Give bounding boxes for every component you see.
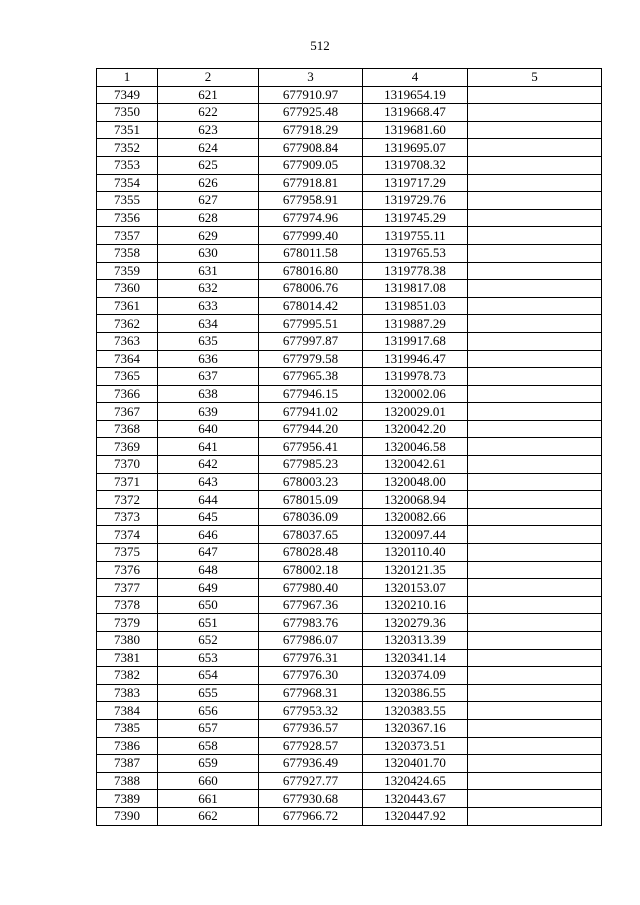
table-cell: 677999.40 xyxy=(259,227,363,245)
table-cell: 1320046.58 xyxy=(363,438,468,456)
table-row xyxy=(97,139,602,157)
table-row xyxy=(97,86,602,104)
table-cell: 644 xyxy=(158,491,259,509)
table-cell: 7353 xyxy=(97,156,158,174)
table-cell: 7375 xyxy=(97,544,158,562)
table-body xyxy=(97,86,602,825)
table-cell: 678014.42 xyxy=(259,297,363,315)
table-cell xyxy=(468,297,602,315)
table-cell: 7354 xyxy=(97,174,158,192)
table-cell: 628 xyxy=(158,209,259,227)
table-cell: 7349 xyxy=(97,86,158,104)
table-cell: 657 xyxy=(158,719,259,737)
table-cell: 1320401.70 xyxy=(363,755,468,773)
table-cell: 1319668.47 xyxy=(363,104,468,122)
table-cell: 1320313.39 xyxy=(363,632,468,650)
table-cell: 649 xyxy=(158,579,259,597)
table-cell: 677967.36 xyxy=(259,596,363,614)
table-cell xyxy=(468,737,602,755)
table-row xyxy=(97,385,602,403)
table-cell: 7373 xyxy=(97,508,158,526)
table-cell xyxy=(468,772,602,790)
table-cell: 1320002.06 xyxy=(363,385,468,403)
table-cell: 677965.38 xyxy=(259,368,363,386)
table-cell: 677910.97 xyxy=(259,86,363,104)
table-cell xyxy=(468,156,602,174)
table-cell: 7352 xyxy=(97,139,158,157)
table-row xyxy=(97,244,602,262)
table-cell xyxy=(468,315,602,333)
table-cell xyxy=(468,244,602,262)
table-cell: 677946.15 xyxy=(259,385,363,403)
table-cell xyxy=(468,438,602,456)
table-cell: 7350 xyxy=(97,104,158,122)
table-cell: 7368 xyxy=(97,420,158,438)
table-cell: 677958.91 xyxy=(259,192,363,210)
table-cell: 1319708.32 xyxy=(363,156,468,174)
table-cell: 622 xyxy=(158,104,259,122)
table-cell xyxy=(468,684,602,702)
table-cell: 626 xyxy=(158,174,259,192)
table-cell: 7376 xyxy=(97,561,158,579)
table-cell: 634 xyxy=(158,315,259,333)
table-cell: 678028.48 xyxy=(259,544,363,562)
table-cell: 623 xyxy=(158,121,259,139)
table-cell xyxy=(468,614,602,632)
table-row xyxy=(97,332,602,350)
table-cell: 658 xyxy=(158,737,259,755)
table-cell: 1320153.07 xyxy=(363,579,468,597)
table-cell: 677966.72 xyxy=(259,807,363,825)
table-cell xyxy=(468,350,602,368)
table-cell: 1319917.68 xyxy=(363,332,468,350)
table-row xyxy=(97,262,602,280)
table-cell: 1320042.61 xyxy=(363,456,468,474)
table-cell: 1319887.29 xyxy=(363,315,468,333)
table-cell: 1320048.00 xyxy=(363,473,468,491)
table-cell: 630 xyxy=(158,244,259,262)
table-cell: 637 xyxy=(158,368,259,386)
table-cell: 7389 xyxy=(97,790,158,808)
table-cell: 7367 xyxy=(97,403,158,421)
table-cell: 678036.09 xyxy=(259,508,363,526)
table-cell: 677953.32 xyxy=(259,702,363,720)
table-cell: 7366 xyxy=(97,385,158,403)
table-row xyxy=(97,121,602,139)
coordinates-table xyxy=(96,68,602,826)
table-cell xyxy=(468,526,602,544)
table-cell: 678003.23 xyxy=(259,473,363,491)
table-cell: 629 xyxy=(158,227,259,245)
table-row xyxy=(97,807,602,825)
table-cell: 1320279.36 xyxy=(363,614,468,632)
table-cell xyxy=(468,632,602,650)
table-cell: 651 xyxy=(158,614,259,632)
table-cell: 7371 xyxy=(97,473,158,491)
table-cell: 7369 xyxy=(97,438,158,456)
table-cell: 7380 xyxy=(97,632,158,650)
table-cell xyxy=(468,561,602,579)
table-cell: 1320097.44 xyxy=(363,526,468,544)
table-row xyxy=(97,790,602,808)
table-cell: 641 xyxy=(158,438,259,456)
table-cell: 7381 xyxy=(97,649,158,667)
table-cell: 648 xyxy=(158,561,259,579)
table-cell: 656 xyxy=(158,702,259,720)
table-cell: 639 xyxy=(158,403,259,421)
table-cell: 1319654.19 xyxy=(363,86,468,104)
table-row xyxy=(97,737,602,755)
table-cell: 7356 xyxy=(97,209,158,227)
table-cell: 632 xyxy=(158,280,259,298)
table-row xyxy=(97,209,602,227)
table-cell: 643 xyxy=(158,473,259,491)
table-cell: 1319978.73 xyxy=(363,368,468,386)
table-cell: 7385 xyxy=(97,719,158,737)
table-cell: 662 xyxy=(158,807,259,825)
table-row xyxy=(97,174,602,192)
table-row xyxy=(97,350,602,368)
table-cell: 677968.31 xyxy=(259,684,363,702)
table-cell: 1320443.67 xyxy=(363,790,468,808)
table-cell xyxy=(468,491,602,509)
table-cell: 645 xyxy=(158,508,259,526)
table-cell: 1320383.55 xyxy=(363,702,468,720)
table-cell: 655 xyxy=(158,684,259,702)
table-cell: 7360 xyxy=(97,280,158,298)
table-cell xyxy=(468,596,602,614)
table-cell xyxy=(468,280,602,298)
column-header: 4 xyxy=(363,69,468,87)
table-cell: 1319851.03 xyxy=(363,297,468,315)
table-cell: 677983.76 xyxy=(259,614,363,632)
table-cell: 677956.41 xyxy=(259,438,363,456)
table-cell: 7365 xyxy=(97,368,158,386)
table-cell xyxy=(468,86,602,104)
table-cell xyxy=(468,227,602,245)
table-cell: 1320386.55 xyxy=(363,684,468,702)
table-cell xyxy=(468,174,602,192)
table-row xyxy=(97,420,602,438)
table-cell: 7372 xyxy=(97,491,158,509)
table-cell: 627 xyxy=(158,192,259,210)
table-cell: 678011.58 xyxy=(259,244,363,262)
table-cell xyxy=(468,456,602,474)
table-cell xyxy=(468,209,602,227)
table-cell: 638 xyxy=(158,385,259,403)
table-cell: 677974.96 xyxy=(259,209,363,227)
table-cell: 7388 xyxy=(97,772,158,790)
table-cell xyxy=(468,192,602,210)
table-row xyxy=(97,596,602,614)
table-cell: 7382 xyxy=(97,667,158,685)
table-cell: 677918.29 xyxy=(259,121,363,139)
table-cell: 677918.81 xyxy=(259,174,363,192)
table-cell: 677928.57 xyxy=(259,737,363,755)
table-cell: 646 xyxy=(158,526,259,544)
table-cell: 650 xyxy=(158,596,259,614)
table-cell: 677944.20 xyxy=(259,420,363,438)
table-cell: 1320367.16 xyxy=(363,719,468,737)
table-cell: 1320373.51 xyxy=(363,737,468,755)
table-cell: 652 xyxy=(158,632,259,650)
table-cell: 677997.87 xyxy=(259,332,363,350)
table-cell: 678002.18 xyxy=(259,561,363,579)
table-cell: 1320042.20 xyxy=(363,420,468,438)
table-cell: 1320210.16 xyxy=(363,596,468,614)
table-cell: 1320110.40 xyxy=(363,544,468,562)
table-cell: 1320029.01 xyxy=(363,403,468,421)
table-row xyxy=(97,297,602,315)
table-cell: 7379 xyxy=(97,614,158,632)
table-cell: 1319817.08 xyxy=(363,280,468,298)
table-cell: 678015.09 xyxy=(259,491,363,509)
table-row xyxy=(97,561,602,579)
table-cell: 7383 xyxy=(97,684,158,702)
table-cell: 635 xyxy=(158,332,259,350)
table-cell xyxy=(468,121,602,139)
table-cell xyxy=(468,262,602,280)
table-row xyxy=(97,702,602,720)
table-cell: 677985.23 xyxy=(259,456,363,474)
table-cell: 1320447.92 xyxy=(363,807,468,825)
table-cell: 7357 xyxy=(97,227,158,245)
table-row xyxy=(97,508,602,526)
table-cell: 1319778.38 xyxy=(363,262,468,280)
table-cell: 636 xyxy=(158,350,259,368)
page-number: 512 xyxy=(310,38,330,53)
table-cell xyxy=(468,473,602,491)
table-cell: 624 xyxy=(158,139,259,157)
table-row xyxy=(97,156,602,174)
table-cell: 653 xyxy=(158,649,259,667)
table-cell: 1320068.94 xyxy=(363,491,468,509)
table-cell: 1320082.66 xyxy=(363,508,468,526)
table-row xyxy=(97,104,602,122)
table-cell: 1320121.35 xyxy=(363,561,468,579)
table-row xyxy=(97,280,602,298)
table-cell: 1319946.47 xyxy=(363,350,468,368)
table-cell: 1319755.11 xyxy=(363,227,468,245)
table-cell: 677980.40 xyxy=(259,579,363,597)
table-cell: 661 xyxy=(158,790,259,808)
table-row xyxy=(97,526,602,544)
table-cell: 677941.02 xyxy=(259,403,363,421)
table-row xyxy=(97,632,602,650)
column-header: 3 xyxy=(259,69,363,87)
table-cell: 659 xyxy=(158,755,259,773)
table-cell: 678006.76 xyxy=(259,280,363,298)
table-row xyxy=(97,315,602,333)
table-cell: 7386 xyxy=(97,737,158,755)
table-row xyxy=(97,614,602,632)
table-row xyxy=(97,719,602,737)
column-header: 2 xyxy=(158,69,259,87)
column-header: 1 xyxy=(97,69,158,87)
table-row xyxy=(97,579,602,597)
table-row xyxy=(97,403,602,421)
table-row xyxy=(97,491,602,509)
table-cell xyxy=(468,332,602,350)
table-cell: 7361 xyxy=(97,297,158,315)
table-cell: 1319745.29 xyxy=(363,209,468,227)
table-cell: 7355 xyxy=(97,192,158,210)
table-cell: 677930.68 xyxy=(259,790,363,808)
table-cell xyxy=(468,104,602,122)
table-row xyxy=(97,772,602,790)
table-cell: 1319765.53 xyxy=(363,244,468,262)
table-cell: 621 xyxy=(158,86,259,104)
table-cell: 1320341.14 xyxy=(363,649,468,667)
table-cell xyxy=(468,702,602,720)
table-cell: 677986.07 xyxy=(259,632,363,650)
table-row xyxy=(97,649,602,667)
table-cell: 1319717.29 xyxy=(363,174,468,192)
table-cell xyxy=(468,579,602,597)
table-row xyxy=(97,227,602,245)
table-cell: 677936.57 xyxy=(259,719,363,737)
table-cell xyxy=(468,719,602,737)
table-cell: 633 xyxy=(158,297,259,315)
table-cell: 7364 xyxy=(97,350,158,368)
table-row xyxy=(97,684,602,702)
table-cell xyxy=(468,508,602,526)
table-cell: 7370 xyxy=(97,456,158,474)
table-cell xyxy=(468,807,602,825)
table-cell: 1320424.65 xyxy=(363,772,468,790)
table-cell: 677976.30 xyxy=(259,667,363,685)
column-header: 5 xyxy=(468,69,602,87)
table-cell: 7384 xyxy=(97,702,158,720)
table-row xyxy=(97,544,602,562)
table-cell xyxy=(468,667,602,685)
table-cell: 1320374.09 xyxy=(363,667,468,685)
table-cell: 678016.80 xyxy=(259,262,363,280)
table-row xyxy=(97,438,602,456)
table-cell: 7359 xyxy=(97,262,158,280)
table-row xyxy=(97,368,602,386)
table-cell: 677909.05 xyxy=(259,156,363,174)
table-cell: 625 xyxy=(158,156,259,174)
table-cell: 7374 xyxy=(97,526,158,544)
table-cell: 7358 xyxy=(97,244,158,262)
table-cell: 1319681.60 xyxy=(363,121,468,139)
table-cell: 660 xyxy=(158,772,259,790)
table-cell: 631 xyxy=(158,262,259,280)
table-row xyxy=(97,667,602,685)
header-row xyxy=(97,69,602,87)
table-cell: 654 xyxy=(158,667,259,685)
table-row xyxy=(97,192,602,210)
table-cell: 7390 xyxy=(97,807,158,825)
table-cell: 1319695.07 xyxy=(363,139,468,157)
table-cell: 677927.77 xyxy=(259,772,363,790)
table-cell: 677995.51 xyxy=(259,315,363,333)
table-cell: 7351 xyxy=(97,121,158,139)
table-row xyxy=(97,456,602,474)
table-cell: 7362 xyxy=(97,315,158,333)
table-cell: 647 xyxy=(158,544,259,562)
table-cell xyxy=(468,403,602,421)
table-cell xyxy=(468,790,602,808)
table-cell: 677908.84 xyxy=(259,139,363,157)
table-cell: 677979.58 xyxy=(259,350,363,368)
table-row xyxy=(97,755,602,773)
table-cell: 7387 xyxy=(97,755,158,773)
table-cell xyxy=(468,368,602,386)
table-cell: 677925.48 xyxy=(259,104,363,122)
table-cell xyxy=(468,755,602,773)
table-cell: 642 xyxy=(158,456,259,474)
table-cell xyxy=(468,649,602,667)
table-cell: 677936.49 xyxy=(259,755,363,773)
table-cell: 677976.31 xyxy=(259,649,363,667)
table-cell: 7363 xyxy=(97,332,158,350)
table-cell xyxy=(468,385,602,403)
table-cell xyxy=(468,544,602,562)
table-cell: 7377 xyxy=(97,579,158,597)
table-cell: 678037.65 xyxy=(259,526,363,544)
table-row xyxy=(97,473,602,491)
table-cell xyxy=(468,139,602,157)
table-cell xyxy=(468,420,602,438)
table-cell: 1319729.76 xyxy=(363,192,468,210)
table-cell: 640 xyxy=(158,420,259,438)
table-cell: 7378 xyxy=(97,596,158,614)
